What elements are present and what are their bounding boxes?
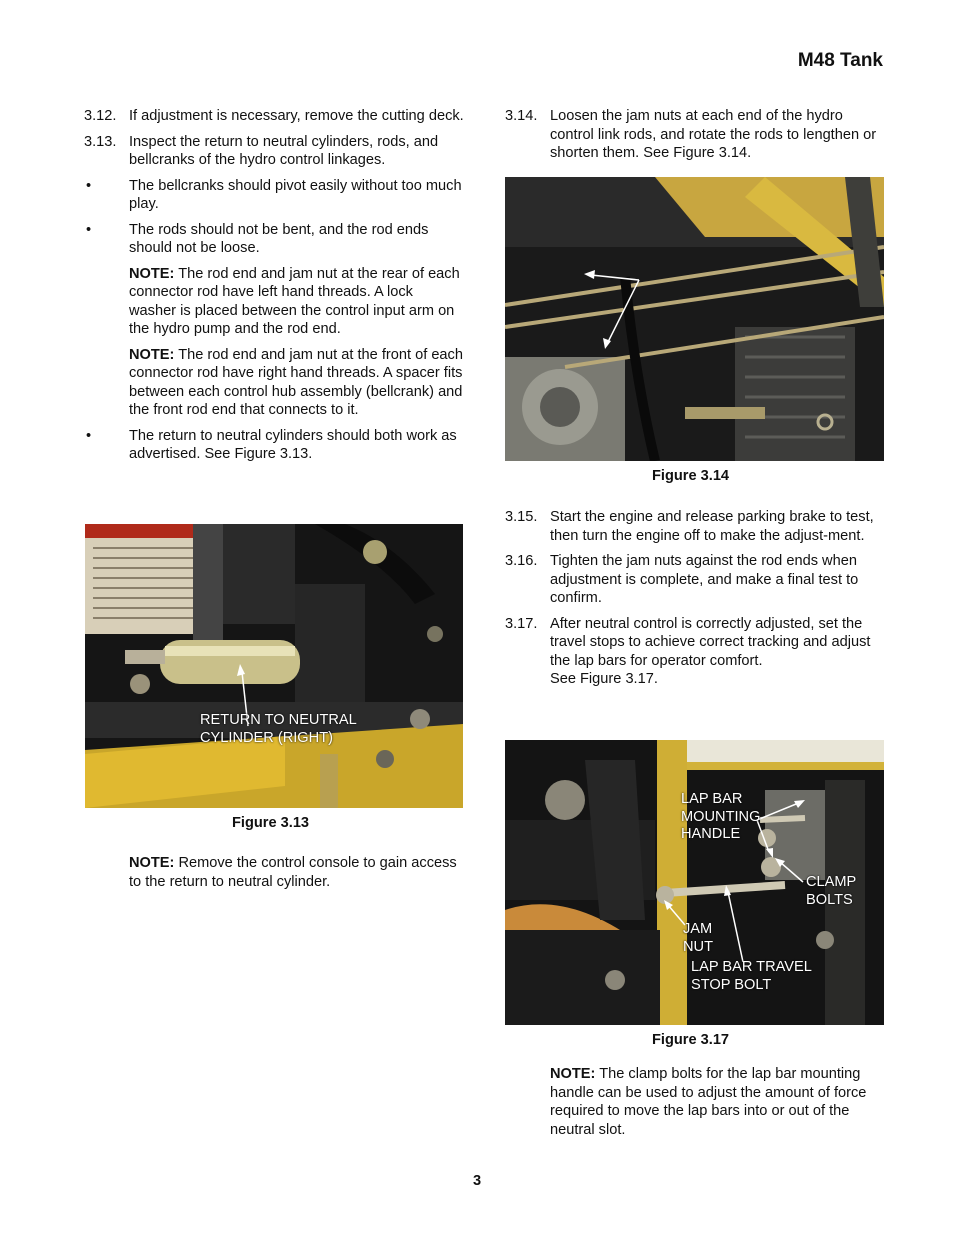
note-label: NOTE: [129, 855, 175, 871]
label-lap-bar-travel-stop-bolt: LAP BAR TRAVEL STOP BOLT [691, 959, 812, 993]
note-text: The rod end and jam nut at the rear of each connector rod have left hand threads. A lock washer is placed between the control input arm on the hydro pump and the rod end. [129, 265, 460, 337]
right-column [505, 107, 887, 170]
note-label: NOTE: [550, 1066, 596, 1082]
note-clamp-bolts [505, 1065, 887, 1146]
note-label: NOTE: [129, 346, 175, 363]
label-lap-bar-mounting-handle: LAP BAR MOUNTING HANDLE [681, 791, 761, 842]
note-console [84, 854, 464, 898]
step-text: Loosen the jam nuts at each end of the hydro control link rods, and rotate the rods to lengthen or shorten them. See Figure 3.14. [550, 108, 877, 161]
bullet-text: The return to neutral cylinders should both work as advertised. See Figure 3.13. [129, 427, 457, 462]
step-3-13 [84, 133, 464, 170]
figure-3-13-caption: Figure 3.13 [232, 815, 310, 831]
note-console-body [129, 854, 464, 891]
note-clamp-body [550, 1065, 887, 1139]
step-number: 3.12. [84, 108, 117, 124]
bullet-mark: • [86, 177, 92, 194]
left-column [84, 107, 464, 471]
note-text: Remove the control console to gain access to the return to neutral cylinder. [129, 855, 457, 890]
step-text: Start the engine and release parking brake to test, then turn the engine off to make the adjust-ment. [550, 509, 874, 544]
step-number: 3.17. [505, 615, 538, 632]
step-3-15 [505, 508, 887, 545]
figure-3-17-caption: Figure 3.17 [652, 1032, 730, 1048]
page-number: 3 [472, 1173, 482, 1189]
step-3-16 [505, 552, 887, 608]
step-number: 3.13. [84, 133, 117, 150]
step-text: If adjustment is necessary, remove the cutting deck. [129, 108, 464, 124]
page-title: M48 Tank [797, 50, 883, 71]
step-text: Inspect the return to neutral cylinders, rods, and bellcranks of the hydro control linkages. [129, 133, 439, 168]
figure-3-13-photo [85, 524, 463, 808]
note-text: The rod end and jam nut at the front of each connector rod have right hand threads. A spacer fits between each control hub assembly (bellcrank) and the front rod end that connects to it. [129, 346, 463, 418]
bullet-item [84, 427, 464, 464]
note-rear-rod [129, 265, 464, 339]
bullet-text: The bellcranks should pivot easily without too much play. [129, 177, 462, 212]
bullet-item [84, 177, 464, 214]
figure-3-13-label: RETURN TO NEUTRAL CYLINDER (RIGHT) [200, 712, 357, 746]
note-label: NOTE: [129, 265, 175, 282]
label-clamp-bolts: CLAMP BOLTS [806, 874, 857, 908]
bullet-item [84, 221, 464, 258]
bullet-mark: • [86, 221, 92, 238]
bullet-text: The rods should not be bent, and the rod ends should not be loose. [129, 221, 429, 256]
step-number: 3.15. [505, 509, 538, 525]
note-front-rod [129, 346, 464, 420]
note-text: The clamp bolts for the lap bar mounting handle can be used to adjust the amount of force required to move the lap bars into or out of the neutral slot. [550, 1066, 867, 1138]
step-text: Tighten the jam nuts against the rod ends when adjustment is complete, and make a final test to confirm. [550, 553, 859, 606]
figure-3-14-caption: Figure 3.14 [652, 468, 730, 484]
step-number: 3.16. [505, 553, 538, 569]
label-jam-nut: JAM NUT [683, 921, 713, 955]
bullet-mark: • [86, 427, 92, 444]
step-text: After neutral control is correctly adjusted, set the travel stops to achieve correct tracking and adjust the lap bars for operator comfort. See Figure 3.17. [550, 615, 871, 687]
step-3-17 [505, 615, 887, 689]
figure-3-14-photo [505, 177, 884, 461]
step-3-12 [84, 107, 464, 126]
steps-3-15-to-3-17 [505, 508, 887, 696]
step-number: 3.14. [505, 108, 538, 124]
step-3-14 [505, 107, 887, 163]
